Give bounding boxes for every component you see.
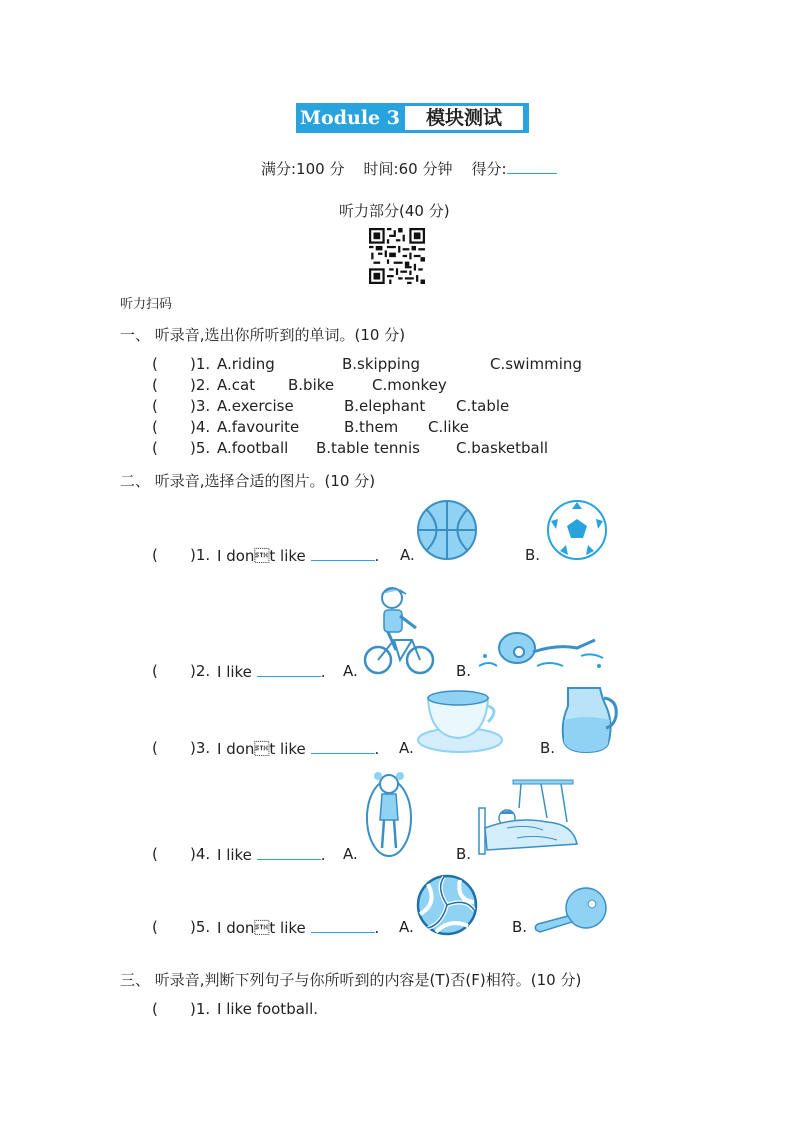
part1-title: 一、 听录音,选出你所听到的单词。(10 分) <box>120 326 406 344</box>
list-item <box>152 397 510 415</box>
question-number: )1. <box>190 355 211 373</box>
boy-riding-bike-icon <box>362 584 436 676</box>
answer-paren[interactable]: ( <box>152 376 158 394</box>
option-a-label: A. <box>343 845 358 863</box>
answer-paren[interactable]: ( <box>152 918 158 936</box>
list-item <box>152 662 472 681</box>
option-b: B.elephant <box>344 397 426 415</box>
question-number: )1. <box>190 546 211 564</box>
score-blank[interactable] <box>507 159 557 174</box>
answer-paren[interactable]: ( <box>152 418 158 436</box>
answer-paren[interactable]: ( <box>152 397 158 415</box>
period: . <box>374 547 380 565</box>
answer-blank[interactable] <box>257 845 321 860</box>
banner-test-label: 模块测试 <box>405 106 523 130</box>
child-sleeping-in-bed-icon <box>477 778 579 856</box>
answer-blank[interactable] <box>311 739 375 754</box>
answer-paren[interactable]: ( <box>152 546 158 564</box>
answer-paren[interactable]: ( <box>152 739 158 757</box>
option-a: A.football <box>217 439 289 457</box>
volleyball-icon <box>416 874 478 936</box>
qr-code-icon <box>369 228 425 284</box>
basketball-icon <box>416 499 478 561</box>
list-item <box>152 376 447 394</box>
swimming-child-icon <box>477 626 607 674</box>
list-item <box>152 845 472 864</box>
question-number: )2. <box>190 376 211 394</box>
girl-skipping-rope-icon <box>362 770 416 860</box>
answer-paren[interactable]: ( <box>152 355 158 373</box>
score-line <box>261 158 557 179</box>
question-number: )4. <box>190 845 211 863</box>
cup-of-tea-icon <box>416 688 504 754</box>
banner-module-label: Module 3 <box>300 107 400 129</box>
option-b-label: B. <box>540 739 556 757</box>
question-text: I dont like <box>217 547 306 565</box>
water-jug-icon <box>560 684 618 754</box>
option-b-label: B. <box>512 918 528 936</box>
answer-paren[interactable]: ( <box>152 1000 158 1018</box>
period: . <box>374 740 380 758</box>
question-number: )5. <box>190 439 211 457</box>
option-a: A.cat <box>217 376 256 394</box>
answer-paren[interactable]: ( <box>152 439 158 457</box>
list-item <box>152 1000 319 1018</box>
option-a: A.favourite <box>217 418 300 436</box>
option-b-label: B. <box>456 662 472 680</box>
question-number: )3. <box>190 397 211 415</box>
option-b: B.them <box>344 418 399 436</box>
option-a-label: A. <box>399 739 414 757</box>
list-item <box>152 546 541 565</box>
option-a: A.riding <box>217 355 275 373</box>
option-b: B.bike <box>288 376 335 394</box>
question-number: )4. <box>190 418 211 436</box>
option-c: C.monkey <box>372 376 447 394</box>
question-text: I like <box>217 846 252 864</box>
option-c: C.table <box>456 397 510 415</box>
football-icon <box>546 499 608 561</box>
list-item <box>152 739 556 758</box>
table-tennis-paddle-icon <box>532 886 608 934</box>
option-a-label: A. <box>343 662 358 680</box>
answer-paren[interactable]: ( <box>152 845 158 863</box>
option-b: B.skipping <box>342 355 420 373</box>
period: . <box>374 919 380 937</box>
part3-title: 三、 听录音,判断下列句子与你所听到的内容是(T)否(F)相符。(10 分) <box>120 971 582 989</box>
option-a-label: A. <box>399 918 414 936</box>
module-banner <box>296 103 529 133</box>
question-text: I like <box>217 663 252 681</box>
statement-text: I like football. <box>217 1000 319 1018</box>
full-score: 满分:100 分 <box>261 160 345 178</box>
scan-label: 听力扫码 <box>120 297 173 312</box>
time-limit: 时间:60 分钟 <box>363 160 453 178</box>
listening-section-title: 听力部分(40 分) <box>339 202 450 220</box>
question-number: )5. <box>190 918 211 936</box>
answer-blank[interactable] <box>311 546 375 561</box>
period: . <box>320 663 326 681</box>
option-b: B.table tennis <box>316 439 420 457</box>
score-got-label: 得分: <box>471 160 507 178</box>
list-item <box>152 418 469 436</box>
list-item <box>152 439 549 457</box>
question-number: )1. <box>190 1000 211 1018</box>
option-a-label: A. <box>400 546 415 564</box>
option-b-label: B. <box>525 546 541 564</box>
list-item <box>152 918 528 937</box>
answer-blank[interactable] <box>257 662 321 677</box>
question-number: )2. <box>190 662 211 680</box>
option-a: A.exercise <box>217 397 294 415</box>
answer-paren[interactable]: ( <box>152 662 158 680</box>
part2-title: 二、 听录音,选择合适的图片。(10 分) <box>120 472 376 490</box>
question-text: I dont like <box>217 919 306 937</box>
option-b-label: B. <box>456 845 472 863</box>
question-number: )3. <box>190 739 211 757</box>
period: . <box>320 846 326 864</box>
option-c: C.swimming <box>490 355 582 373</box>
question-text: I dont like <box>217 740 306 758</box>
list-item <box>152 355 582 373</box>
answer-blank[interactable] <box>311 918 375 933</box>
option-c: C.like <box>428 418 469 436</box>
option-c: C.basketball <box>456 439 549 457</box>
